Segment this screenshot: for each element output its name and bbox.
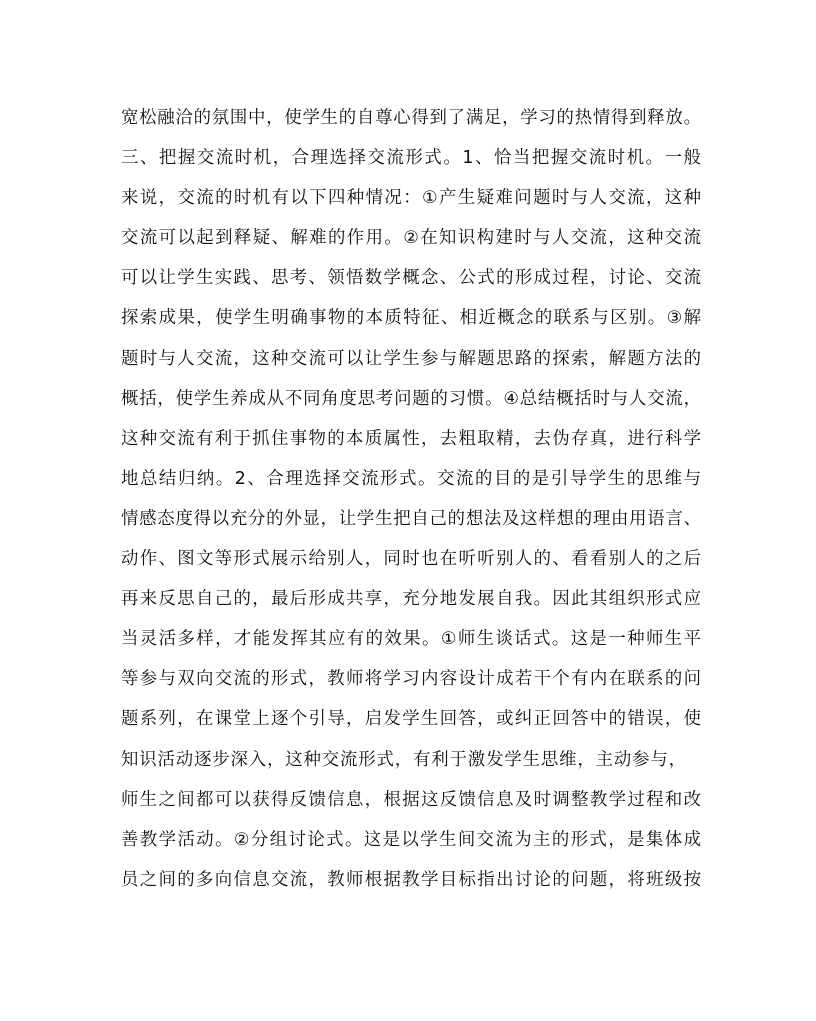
text-line: 等参与双向交流的形式，教师将学习内容设计成若干个有内在联系的问 [121,669,701,690]
text-line: 师生之间都可以获得反馈信息，根据这反馈信息及时调整教学过程和改 [121,789,701,810]
text-line: 三、把握交流时机，合理选择交流形式。1、恰当把握交流时机。一般 [121,148,701,169]
text-line: 再来反思自己的，最后形成共享，充分地发展自我。因此其组织形式应 [121,589,701,610]
text-line: 探索成果，使学生明确事物的本质特征、相近概念的联系与区别。③解 [121,308,701,329]
text-line: 善教学活动。②分组讨论式。这是以学生间交流为主的形式，是集体成 [121,829,701,850]
text-line: 动作、图文等形式展示给别人，同时也在听听别人的、看看别人的之后 [121,549,701,570]
text-line: 交流可以起到释疑、解难的作用。②在知识构建时与人交流，这种交流 [121,228,701,249]
text-line: 知识活动逐步深入，这种交流形式，有利于激发学生思维，主动参与， [121,749,686,770]
text-line: 员之间的多向信息交流，教师根据教学目标指出讨论的问题，将班级按 [121,869,701,890]
text-line: 当灵活多样，才能发挥其应有的效果。①师生谈话式。这是一种师生平 [121,629,701,650]
text-line: 来说，交流的时机有以下四种情况：①产生疑难问题时与人交流，这种 [121,188,701,209]
body-text [121,98,701,900]
text-line: 概括，使学生养成从不同角度思考问题的习惯。④总结概括时与人交流， [121,388,701,409]
text-line: 题系列，在课堂上逐个引导，启发学生回答，或纠正回答中的错误，使 [121,709,701,730]
text-line: 地总结归纳。2、合理选择交流形式。交流的目的是引导学生的思维与 [121,468,701,489]
text-line: 题时与人交流，这种交流可以让学生参与解题思路的探索，解题方法的 [121,348,701,369]
text-line: 这种交流有利于抓住事物的本质属性，去粗取精，去伪存真，进行科学 [121,428,701,449]
text-line: 宽松融洽的氛围中，使学生的自尊心得到了满足，学习的热情得到释放。 [121,108,701,128]
text-line: 可以让学生实践、思考、领悟数学概念、公式的形成过程，讨论、交流 [121,268,701,289]
text-line: 情感态度得以充分的外显，让学生把自己的想法及这样想的理由用语言、 [121,508,701,529]
